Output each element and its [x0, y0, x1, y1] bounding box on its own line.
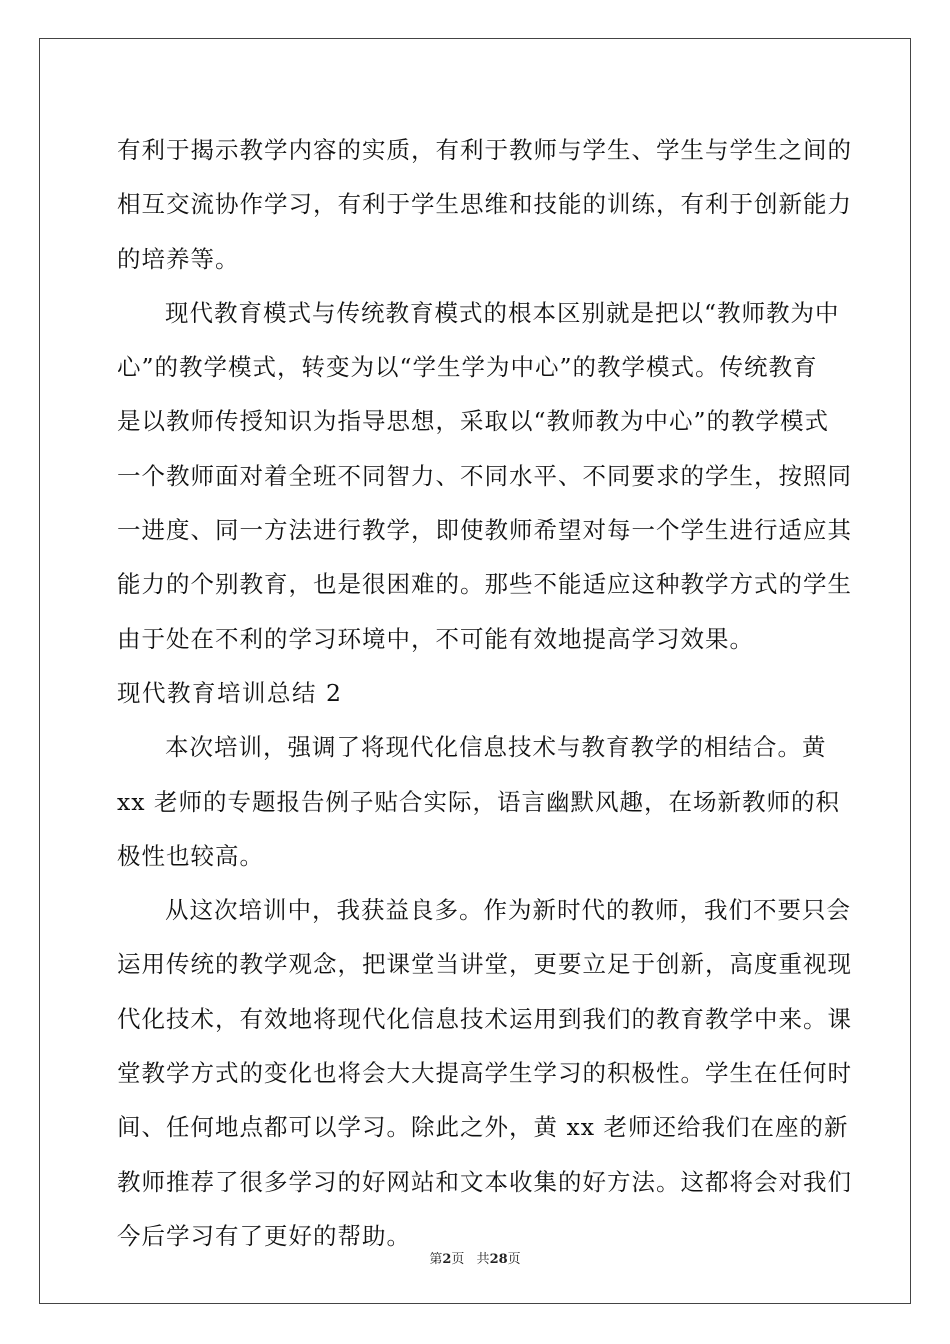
- text-line: 能力的个别教育，也是很困难的。那些不能适应这种教学方式的学生: [117, 570, 852, 599]
- paragraph: [117, 291, 852, 662]
- total-suffix: 页: [507, 1252, 521, 1267]
- text-line: xx 老师的专题报告例子贴合实际，语言幽默风趣，在场新教师的积: [117, 787, 840, 816]
- section-title: 现代教育培训总结 2: [117, 678, 343, 707]
- text-line: 教师推荐了很多学习的好网站和文本收集的好方法。这都将会对我们: [117, 1167, 852, 1196]
- page-indicator: [429, 1252, 464, 1267]
- text-line: 一进度、同一方法进行教学，即使教师希望对每一个学生进行适应其: [117, 516, 852, 545]
- text-line: 相互交流协作学习，有利于学生思维和技能的训练，有利于创新能力: [117, 190, 852, 219]
- text-line: 心”的教学模式，转变为以“学生学为中心”的教学模式。传统教育: [117, 353, 818, 382]
- total-pages: 28: [489, 1252, 508, 1267]
- text-line: 间、任何地点都可以学习。除此之外，黄 xx 老师还给我们在座的新: [117, 1113, 849, 1142]
- text-line: 极性也较高。: [117, 841, 264, 870]
- text-line: 现代教育模式与传统教育模式的根本区别就是把以“教师教为中: [165, 298, 840, 327]
- page-suffix: 页: [451, 1252, 465, 1267]
- text-line: 今后学习有了更好的帮助。: [117, 1221, 411, 1250]
- paragraph: [117, 888, 852, 1259]
- text-line: 运用传统的教学观念，把课堂当讲堂，更要立足于创新，高度重视现: [117, 950, 852, 979]
- text-line: 是以教师传授知识为指导思想，采取以“教师教为中心”的教学模式: [117, 407, 830, 436]
- text-line: 本次培训，强调了将现代化信息技术与教育教学的相结合。黄: [165, 733, 827, 762]
- paragraph: [117, 128, 852, 282]
- text-line: 由于处在不利的学习环境中，不可能有效地提高学习效果。: [117, 624, 754, 653]
- document-body: [117, 128, 852, 1268]
- text-line: 堂教学方式的变化也将会大大提高学生学习的积极性。学生在任何时: [117, 1059, 852, 1088]
- text-line: 的培养等。: [117, 244, 240, 273]
- paragraph: [117, 725, 840, 879]
- text-line: 有利于揭示教学内容的实质，有利于教师与学生、学生与学生之间的: [117, 136, 852, 164]
- page-prefix: 第: [429, 1252, 443, 1267]
- text-line: 代化技术，有效地将现代化信息技术运用到我们的教育教学中来。课: [117, 1004, 852, 1033]
- page-footer: [0, 1248, 950, 1267]
- total-prefix: 共: [476, 1252, 490, 1267]
- text-line: 从这次培训中，我获益良多。作为新时代的教师，我们不要只会: [165, 896, 851, 925]
- page-number: 2: [442, 1252, 452, 1267]
- text-line: 一个教师面对着全班不同智力、不同水平、不同要求的学生，按照同: [117, 461, 852, 490]
- total-indicator: [477, 1252, 521, 1267]
